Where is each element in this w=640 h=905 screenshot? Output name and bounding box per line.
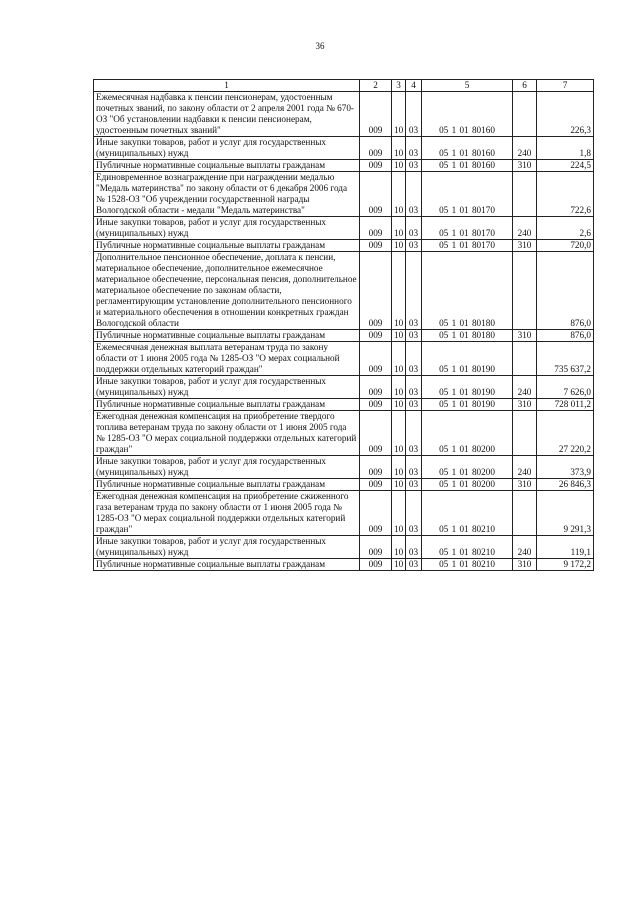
row-ministry-code: 009 [360,559,392,571]
header-cell-amount: 7 [537,80,594,92]
row-ministry-code: 009 [360,411,392,456]
row-expense-type [513,342,537,376]
row-description: Публичные нормативные социальные выплаты гражданам [94,240,360,252]
row-expense-type: 310 [513,399,537,411]
row-subsection-code: 03 [406,479,422,491]
row-amount: 720,0 [537,240,594,252]
header-cell-subsection: 4 [406,80,422,92]
row-subsection-code: 03 [406,217,422,240]
row-ministry-code: 009 [360,137,392,160]
row-description: Ежемесячная денежная выплата ветеранам труда по закону области от 1 июня 2005 года № 1285-ОЗ "О мерах социальной поддержки отдельных категорий граждан" [94,342,360,376]
row-section-code: 10 [392,456,406,479]
row-expense-type: 240 [513,456,537,479]
row-section-code: 10 [392,172,406,217]
row-section-code: 10 [392,376,406,399]
row-target-article: 05 1 01 80180 [422,252,513,330]
table-row [94,240,594,252]
table-row [94,491,594,536]
row-expense-type: 240 [513,217,537,240]
row-amount: 728 011,2 [537,399,594,411]
row-subsection-code: 03 [406,399,422,411]
row-target-article: 05 1 01 80200 [422,411,513,456]
row-section-code: 10 [392,399,406,411]
row-target-article: 05 1 01 80160 [422,137,513,160]
row-description: Иные закупки товаров, работ и услуг для государственных (муниципальных) нужд [94,376,360,399]
table-row [94,252,594,330]
row-description: Публичные нормативные социальные выплаты гражданам [94,330,360,342]
row-expense-type [513,92,537,137]
table-row [94,411,594,456]
header-cell-section: 3 [392,80,406,92]
row-amount: 9 172,2 [537,559,594,571]
row-subsection-code: 03 [406,456,422,479]
table-row [94,479,594,491]
header-cell-description: 1 [94,80,360,92]
row-expense-type [513,411,537,456]
row-amount: 735 637,2 [537,342,594,376]
row-amount: 119,1 [537,536,594,559]
row-section-code: 10 [392,342,406,376]
row-description: Иные закупки товаров, работ и услуг для государственных (муниципальных) нужд [94,536,360,559]
row-ministry-code: 009 [360,342,392,376]
row-subsection-code: 03 [406,376,422,399]
table-row [94,399,594,411]
row-target-article: 05 1 01 80200 [422,479,513,491]
row-section-code: 10 [392,491,406,536]
row-target-article: 05 1 01 80160 [422,92,513,137]
row-subsection-code: 03 [406,330,422,342]
table-body [94,92,594,571]
table-row [94,376,594,399]
row-amount: 9 291,3 [537,491,594,536]
row-section-code: 10 [392,92,406,137]
row-section-code: 10 [392,217,406,240]
row-ministry-code: 009 [360,491,392,536]
table-row [94,342,594,376]
row-ministry-code: 009 [360,330,392,342]
row-expense-type: 310 [513,330,537,342]
table-row [94,217,594,240]
row-amount: 1,8 [537,137,594,160]
row-subsection-code: 03 [406,137,422,160]
row-target-article: 05 1 01 80170 [422,172,513,217]
header-cell-expense-type: 6 [513,80,537,92]
table-row [94,456,594,479]
row-subsection-code: 03 [406,559,422,571]
table-row [94,172,594,217]
row-description: Иные закупки товаров, работ и услуг для государственных (муниципальных) нужд [94,456,360,479]
row-expense-type: 310 [513,240,537,252]
row-description: Ежегодная денежная компенсация на приобретение сжиженного газа ветеранам труда по закону области от 1 июня 2005 года № 1285-ОЗ "О мерах социальной поддержки отдельных категорий граждан" [94,491,360,536]
row-subsection-code: 03 [406,172,422,217]
row-target-article: 05 1 01 80210 [422,559,513,571]
row-amount: 7 626,0 [537,376,594,399]
row-ministry-code: 009 [360,536,392,559]
table-row [94,330,594,342]
row-target-article: 05 1 01 80170 [422,240,513,252]
row-description: Публичные нормативные социальные выплаты гражданам [94,399,360,411]
row-subsection-code: 03 [406,411,422,456]
row-ministry-code: 009 [360,479,392,491]
row-ministry-code: 009 [360,252,392,330]
row-ministry-code: 009 [360,399,392,411]
row-amount: 876,0 [537,252,594,330]
row-subsection-code: 03 [406,342,422,376]
table-row [94,137,594,160]
row-expense-type [513,252,537,330]
row-expense-type: 310 [513,479,537,491]
row-description: Иные закупки товаров, работ и услуг для государственных (муниципальных) нужд [94,137,360,160]
row-expense-type: 310 [513,559,537,571]
row-description: Ежемесячная надбавка к пенсии пенсионерам, удостоенным почетных званий, по закону области от 2 апреля 2001 года № 670-ОЗ "Об установлении надбавки к пенсии пенсионерам, удостоенным почетных званий" [94,92,360,137]
table-row [94,92,594,137]
row-amount: 722,6 [537,172,594,217]
row-expense-type: 310 [513,160,537,172]
row-description: Публичные нормативные социальные выплаты гражданам [94,479,360,491]
table-row [94,536,594,559]
row-target-article: 05 1 01 80210 [422,536,513,559]
table-row [94,559,594,571]
row-section-code: 10 [392,252,406,330]
row-ministry-code: 009 [360,92,392,137]
row-section-code: 10 [392,559,406,571]
row-amount: 876,0 [537,330,594,342]
row-target-article: 05 1 01 80200 [422,456,513,479]
row-ministry-code: 009 [360,456,392,479]
row-description: Публичные нормативные социальные выплаты гражданам [94,160,360,172]
row-subsection-code: 03 [406,252,422,330]
table-row [94,160,594,172]
row-target-article: 05 1 01 80190 [422,376,513,399]
row-subsection-code: 03 [406,536,422,559]
row-description: Единовременное вознаграждение при награждении медалью "Медаль материнства" по закону области от 6 декабря 2006 года № 1528-ОЗ "Об учреждении государственной награды Вологодской области - медали "Медаль материнства" [94,172,360,217]
row-section-code: 10 [392,411,406,456]
row-target-article: 05 1 01 80210 [422,491,513,536]
row-target-article: 05 1 01 80190 [422,399,513,411]
row-amount: 2,6 [537,217,594,240]
row-target-article: 05 1 01 80190 [422,342,513,376]
row-subsection-code: 03 [406,92,422,137]
row-target-article: 05 1 01 80170 [422,217,513,240]
budget-table [93,79,594,571]
row-section-code: 10 [392,137,406,160]
row-ministry-code: 009 [360,172,392,217]
row-subsection-code: 03 [406,240,422,252]
row-section-code: 10 [392,536,406,559]
row-description: Иные закупки товаров, работ и услуг для государственных (муниципальных) нужд [94,217,360,240]
row-amount: 27 220,2 [537,411,594,456]
row-ministry-code: 009 [360,376,392,399]
row-section-code: 10 [392,479,406,491]
row-section-code: 10 [392,160,406,172]
row-description: Публичные нормативные социальные выплаты гражданам [94,559,360,571]
row-expense-type: 240 [513,376,537,399]
row-amount: 373,9 [537,456,594,479]
row-target-article: 05 1 01 80180 [422,330,513,342]
row-ministry-code: 009 [360,160,392,172]
row-expense-type [513,172,537,217]
page-number: 36 [315,41,325,51]
row-amount: 226,3 [537,92,594,137]
header-row [94,80,594,92]
row-subsection-code: 03 [406,160,422,172]
row-subsection-code: 03 [406,491,422,536]
row-expense-type: 240 [513,536,537,559]
row-section-code: 10 [392,330,406,342]
header-cell-ministry: 2 [360,80,392,92]
row-ministry-code: 009 [360,217,392,240]
row-description: Ежегодная денежная компенсация на приобретение твердого топлива ветеранам труда по закону области от 1 июня 2005 года № 1285-ОЗ "О мерах социальной поддержки отдельных категорий граждан" [94,411,360,456]
row-amount: 26 846,3 [537,479,594,491]
row-expense-type: 240 [513,137,537,160]
row-expense-type [513,491,537,536]
row-section-code: 10 [392,240,406,252]
row-target-article: 05 1 01 80160 [422,160,513,172]
row-ministry-code: 009 [360,240,392,252]
row-description: Дополнительное пенсионное обеспечение, доплата к пенсии, материальное обеспечение, дополнительное ежемесячное материальное обеспечение, персональная пенсия, дополнительное материальное обеспечение по законам области, регламентирующим установление дополнительного пенсионного и материального обеспечения в отношении конкретных граждан Вологодской области [94,252,360,330]
row-amount: 224,5 [537,160,594,172]
header-cell-target-article: 5 [422,80,513,92]
